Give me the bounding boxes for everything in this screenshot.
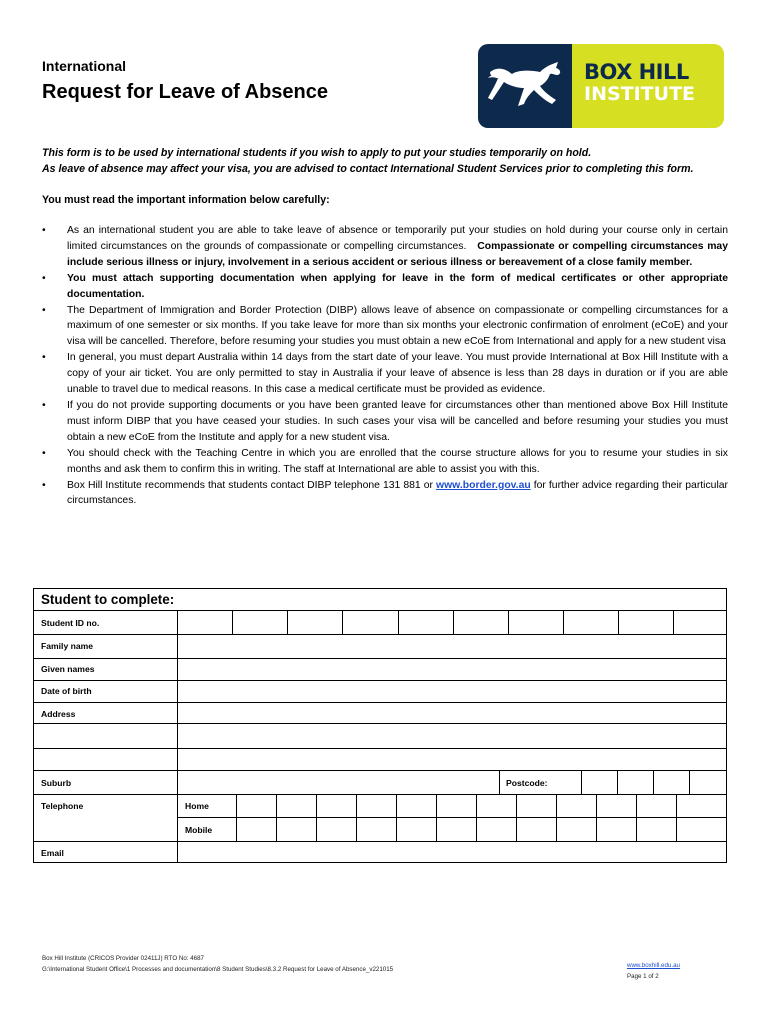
intro-line-1: This form is to be used by international students if you wish to apply to put your studies temporarily on hold. xyxy=(42,147,592,159)
given-names-label: Given names xyxy=(41,664,95,674)
list-item xyxy=(42,478,728,510)
footer-website-link[interactable]: www.boxhill.edu.au xyxy=(627,962,680,969)
footer-file-path: G:\International Student Office\1 Processes and documentation\8 Student Studies\8.3.2 Request for Leave of Absence_v221015 xyxy=(42,966,394,973)
list-item xyxy=(42,350,728,398)
postcode-label: Postcode: xyxy=(506,778,548,788)
page-title: Request for Leave of Absence xyxy=(42,81,329,103)
border-website-link[interactable]: www.border.gov.au xyxy=(436,479,531,491)
address-label: Address xyxy=(41,709,76,719)
suburb-field[interactable] xyxy=(178,771,499,794)
bullet-icon: • xyxy=(42,304,46,316)
list-item xyxy=(42,271,728,303)
email-label: Email xyxy=(41,848,64,858)
date-of-birth-field[interactable] xyxy=(178,681,727,702)
home-phone-label: Home xyxy=(185,801,209,811)
student-id-label: Student ID no. xyxy=(41,618,100,628)
bullet-text-after: for further advice regarding their particular circumstances. xyxy=(67,479,728,507)
bullet-bold-text: You must attach supporting documentation when applying for leave in the form of medical certificates or other appropriate documentation. xyxy=(67,272,728,300)
bullet-icon: • xyxy=(42,399,46,411)
family-name-field[interactable] xyxy=(178,635,727,658)
header-kicker: International xyxy=(42,58,127,74)
bullet-icon: • xyxy=(42,225,46,236)
bullet-icon: • xyxy=(42,272,46,284)
suburb-label: Suburb xyxy=(41,778,72,788)
mobile-phone-label: Mobile xyxy=(185,825,213,835)
postcode-field[interactable] xyxy=(582,771,727,794)
given-names-field[interactable] xyxy=(178,659,727,680)
address-field[interactable] xyxy=(178,703,727,770)
bullet-text: In general, you must depart Australia within 14 days from the start date of your leave. You must provide International at Box Hill Institute with a copy of your air ticket. You are only permitted to stay in Australia if your leave of absence is less than 28 days in duration or if you are able unable to travel due to medical reasons. In this case a medical certificate must be provided as evidence. xyxy=(67,352,728,396)
bullet-text: You should check with the Teaching Centre in which you are enrolled that the course structure allows for you to resume your studies in six months and ask them to confirm this in writing. The staff at International are able to assist you with this. xyxy=(67,447,728,475)
telephone-label: Telephone xyxy=(41,801,84,811)
must-read-heading: You must read the important information below carefully: xyxy=(42,194,330,206)
information-list xyxy=(42,223,728,509)
logo-wordmark xyxy=(572,44,724,128)
home-phone-field[interactable] xyxy=(237,795,727,817)
bullet-text: The Department of Immigration and Border Protection (DIBP) allows leave of absence on compassionate or compelling circumstances for a maximum of one semester or six months. If you take leave for more than six months your electronic confirmation of enrolment (eCoE) and your visa will be cancelled. Therefore, before resuming your studies you must obtain a new eCoE from International and apply for a new student visa xyxy=(67,304,728,348)
date-of-birth-label: Date of birth xyxy=(41,686,92,696)
email-field[interactable] xyxy=(178,842,727,863)
intro-line-2: As leave of absence may affect your visa, you are advised to contact International Student Services prior to completing this form. xyxy=(42,163,694,175)
bullet-icon: • xyxy=(42,447,46,459)
footer-left xyxy=(42,953,393,975)
intro-text xyxy=(42,145,732,177)
form-heading: Student to complete: xyxy=(41,592,175,607)
bullet-icon: • xyxy=(42,352,46,364)
bullet-icon: • xyxy=(42,479,46,491)
mobile-phone-field[interactable] xyxy=(237,818,727,841)
bullet-text: Box Hill Institute recommends that students contact DIBP telephone 131 881 or xyxy=(67,479,433,491)
logo-line-1: BOX HILL xyxy=(584,60,689,84)
student-details-form xyxy=(33,588,727,863)
bullet-bold-text: Compassionate or compelling circumstances may include serious illness or injury, involvement in a serious accident or serious illness or bereavement of a close family member. xyxy=(67,240,728,268)
list-item xyxy=(42,398,728,446)
footer-right xyxy=(627,960,680,982)
list-item xyxy=(42,223,728,271)
list-item xyxy=(42,446,728,478)
student-id-field[interactable] xyxy=(178,611,727,634)
horse-logo-icon xyxy=(478,44,572,128)
logo-line-2: INSTITUTE xyxy=(584,83,696,105)
bullet-text: As an international student you are able to take leave of absence or temporarily put your studies on hold during your course only in certain limited circumstances on the grounds of compassionate or compelling circumstances. xyxy=(67,225,728,252)
page-number: Page 1 of 2 xyxy=(627,973,659,980)
family-name-label: Family name xyxy=(41,641,94,651)
list-item xyxy=(42,303,728,351)
bullet-text: If you do not provide supporting documents or you have been granted leave for circumstances other than mentioned above Box Hill Institute must inform DIBP that you have ceased your studies. In such cases your visa will be cancelled and before resuming your studies you must obtain a new eCoE from the Institute and apply for a new student visa. xyxy=(67,399,728,443)
box-hill-institute-logo xyxy=(478,44,724,128)
footer-provider: Box Hill Institute (CRICOS Provider 02411J) RTO No: 4687 xyxy=(42,955,204,962)
